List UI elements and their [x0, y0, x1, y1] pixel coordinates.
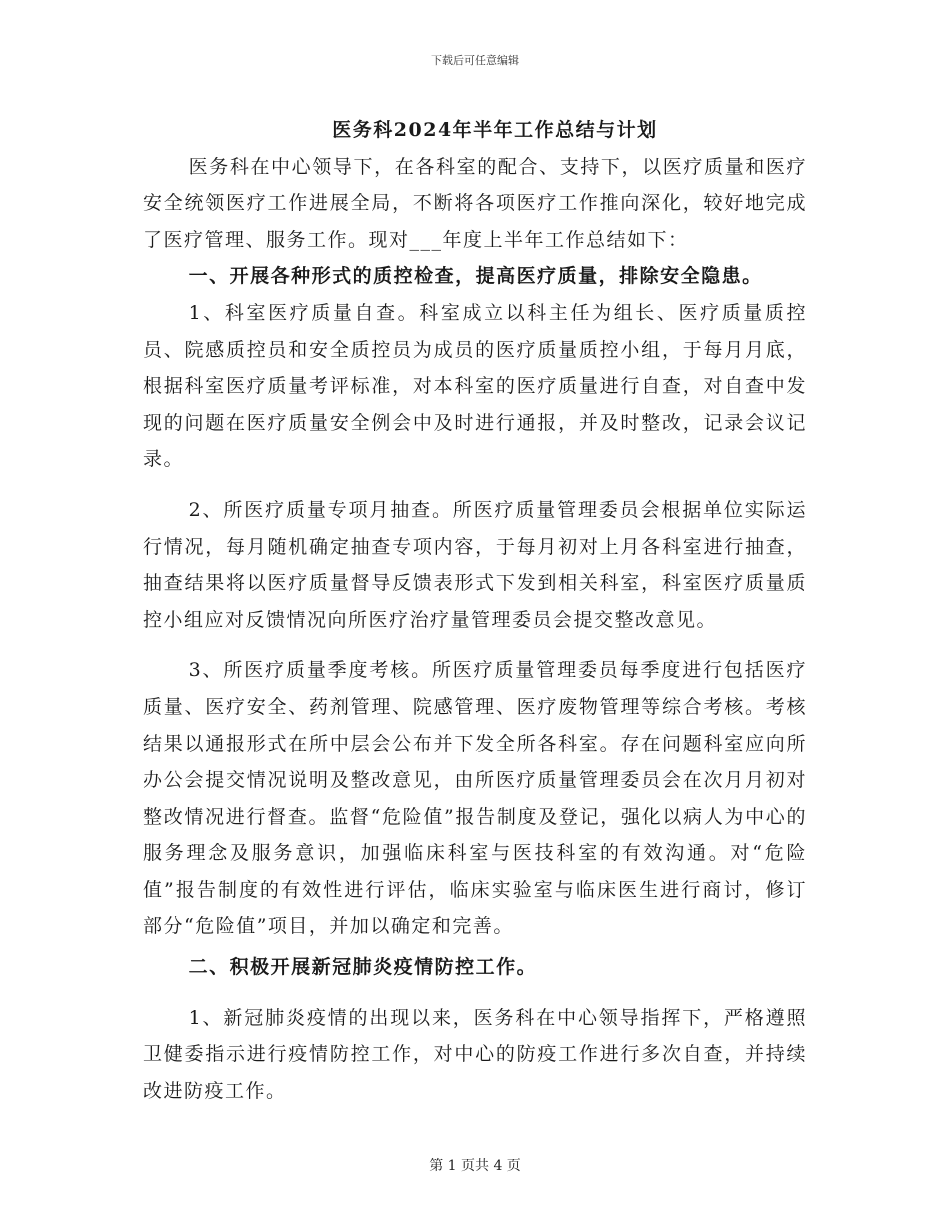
document-body [143, 112, 807, 1109]
section-2-heading: 二、积极开展新冠肺炎疫情防控工作。 [188, 956, 538, 979]
intro-paragraph: 医务科在中心领导下，在各科室的配合、支持下，以医疗质量和医疗安全统领医疗工作进展全局，不断将各项医疗工作推向深化，较好地完成了医疗管理、服务工作。现对___年度上半年工作总结如下： [143, 155, 807, 251]
header-note: 下载后可任意编辑 [431, 54, 519, 67]
document-title: 医务科2024年半年工作总结与计划 [332, 119, 658, 141]
section-1-paragraph-2: 2、所医疗质量专项月抽查。所医疗质量管理委员会根据单位实际运行情况，每月随机确定抽查专项内容，于每月初对上月各科室进行抽查，抽查结果将以医疗质量督导反馈表形式下发到相关科室，科室医疗质量质控小组应对反馈情况向所医疗治疗量管理委员会提交整改意见。 [143, 498, 807, 631]
section-1-heading: 一、开展各种形式的质控检查，提高医疗质量，排除安全隐患。 [188, 265, 763, 288]
section-1-paragraph-3: 3、所医疗质量季度考核。所医疗质量管理委员每季度进行包括医疗质量、医疗安全、药剂管理、院感管理、医疗废物管理等综合考核。考核结果以通报形式在所中层会公布并下发全所各科室。存在问题科室应向所办公会提交情况说明及整改意见，由所医疗质量管理委员会在次月月初对整改情况进行督查。监督“危险值”报告制度及登记，强化以病人为中心的服务理念及服务意识，加强临床科室与医技科室的有效沟通。对“危险值”报告制度的有效性进行评估，临床实验室与临床医生进行商讨，修订部分“危险值”项目，并加以确定和完善。 [143, 659, 807, 938]
page-number: 第 1 页共 4 页 [429, 1158, 521, 1174]
section-1-paragraph-1: 1、科室医疗质量自查。科室成立以科主任为组长、医疗质量质控员、院感质控员和安全质控员为成员的医疗质量质控小组，于每月月底，根据科室医疗质量考评标准，对本科室的医疗质量进行自查，对自查中发现的问题在医疗质量安全例会中及时进行通报，并及时整改，记录会议记录。 [143, 301, 807, 471]
section-2-paragraph-1: 1、新冠肺炎疫情的出现以来，医务科在中心领导指挥下，严格遵照卫健委指示进行疫情防控工作，对中心的防疫工作进行多次自查，并持续改进防疫工作。 [143, 1006, 807, 1102]
